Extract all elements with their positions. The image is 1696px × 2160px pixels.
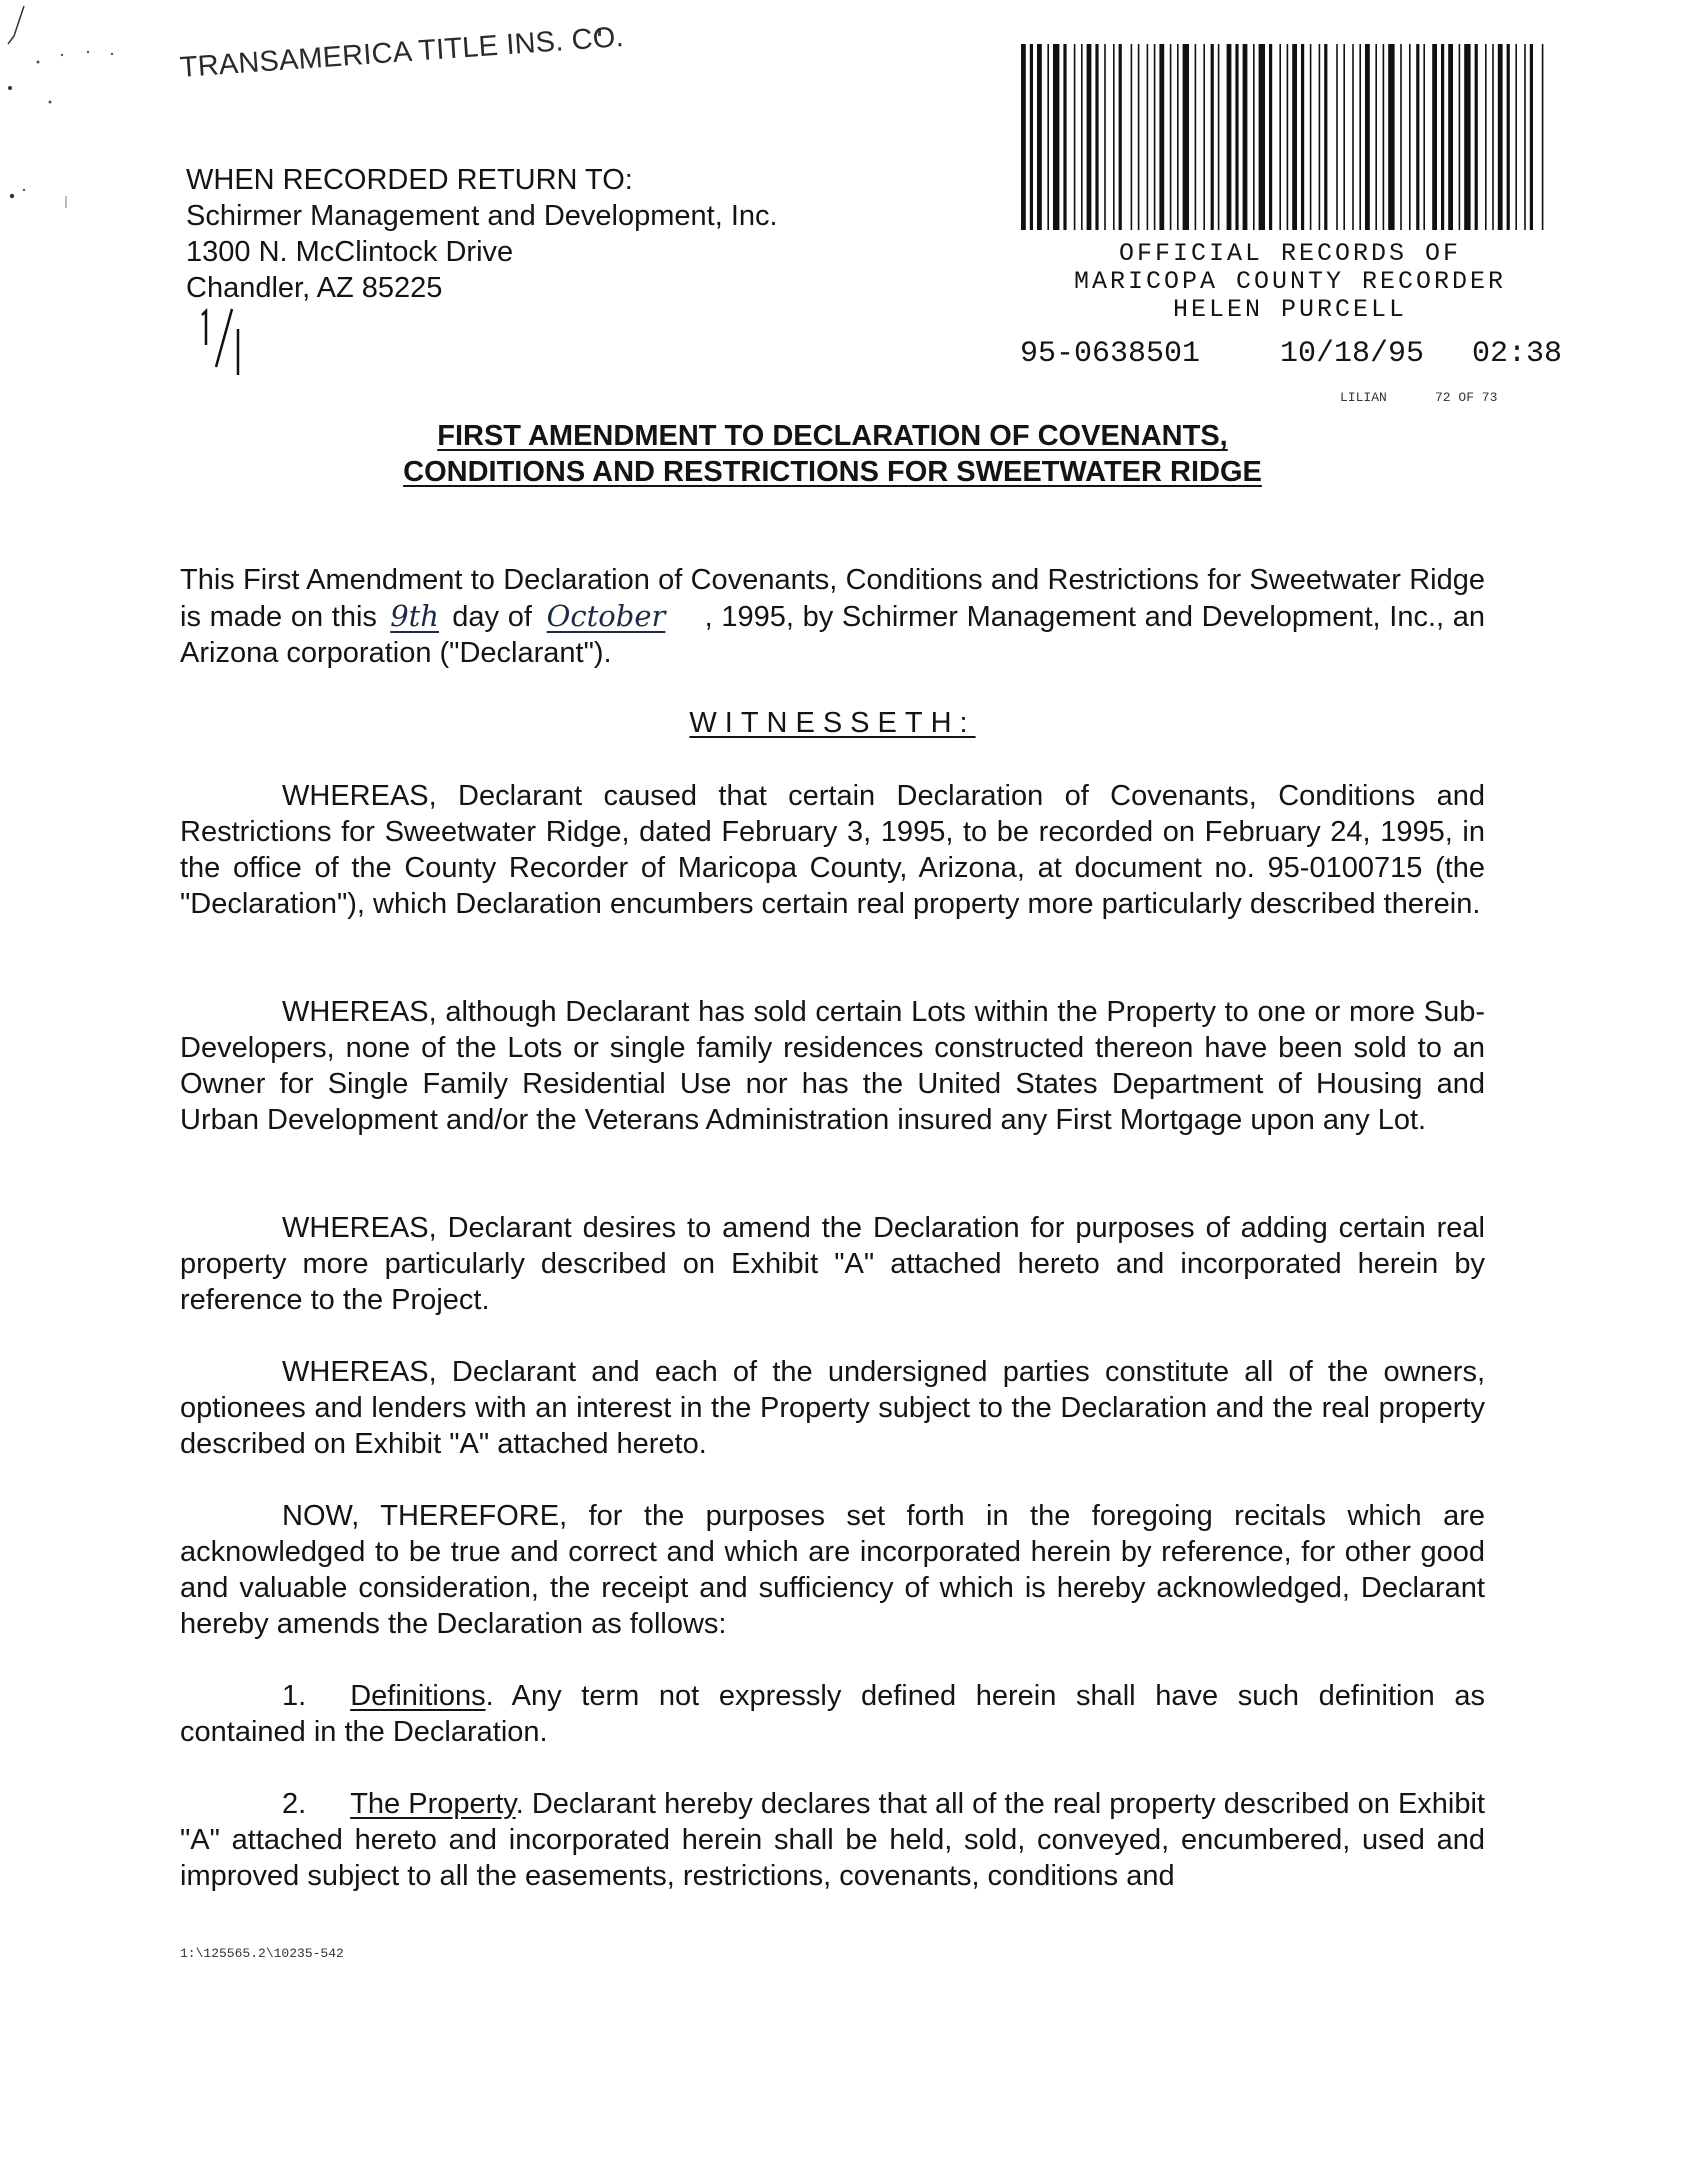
barcode-bar	[1087, 44, 1092, 230]
recital-paragraph: WHEREAS, Declarant and each of the undersigned parties constitute all of the owners, optionees and lenders with an interest in the Property subject to the Declaration and the real property described on Exhibit "A" attached hereto.	[180, 1356, 1485, 1460]
barcode-bar	[1095, 44, 1098, 230]
recorder-line: OFFICIAL RECORDS OF	[1118, 239, 1462, 268]
barcode-bar	[1235, 44, 1238, 230]
title-company-stamp: TRANSAMERICA TITLE INS. CO.	[178, 21, 625, 84]
barcode-bar	[1343, 44, 1345, 230]
section-number: 1.	[282, 1680, 307, 1712]
barcode-bar	[1030, 44, 1033, 230]
barcode-bar	[1131, 44, 1133, 230]
barcode-bar	[1081, 44, 1083, 230]
barcode-bar	[1047, 44, 1049, 230]
title-line-1: FIRST AMENDMENT TO DECLARATION OF COVENANTS,	[437, 420, 1228, 452]
barcode-bar	[1138, 44, 1140, 230]
barcode-bar	[1400, 44, 1402, 230]
barcode-bar	[1218, 44, 1220, 230]
barcode-bar	[1104, 44, 1106, 230]
section-heading: Definitions	[350, 1680, 486, 1712]
section-number: 2.	[282, 1788, 307, 1820]
barcode-bar	[1177, 44, 1179, 230]
recorder-line: MARICOPA COUNTY RECORDER	[1073, 267, 1507, 296]
recording-date: 10/18/95	[1280, 337, 1425, 371]
handwritten-initials-mark	[198, 305, 258, 385]
barcode-bar	[1492, 44, 1494, 230]
barcode-bar	[1423, 44, 1425, 230]
barcode-bar	[1259, 44, 1265, 230]
barcode-bar	[1113, 44, 1115, 230]
recital-paragraph: WHEREAS, Declarant desires to amend the Declaration for purposes of adding certain real property more particularly described on Exhibit "A" attached hereto and incorporated herein by reference to the Project.	[180, 1212, 1485, 1316]
recording-time: 02:38	[1472, 337, 1563, 371]
section-1: 1. Definitions. Any term not expressly defined herein shall have such definition as contained in the Declaration.	[180, 1680, 1485, 1748]
barcode-bar	[1279, 44, 1281, 230]
barcode-bar	[1310, 44, 1312, 230]
barcode-bar	[1365, 44, 1370, 230]
barcode-bar	[1388, 44, 1394, 230]
barcode-bar	[1053, 44, 1059, 230]
title-line-2: CONDITIONS AND RESTRICTIONS FOR SWEETWATER RIDGE	[403, 456, 1262, 488]
return-line: 1300 N. McClintock Drive	[186, 236, 514, 268]
barcode	[1017, 44, 1547, 234]
barcode-bar	[1211, 44, 1214, 230]
recorder-line: HELEN PURCELL	[1172, 295, 1408, 324]
barcode-bar	[1269, 44, 1272, 230]
intro-paragraph: This First Amendment to Declaration of Covenants, Conditions and Restrictions for Sweetwater Ridge is made on this 9th day of October , 1995, by Schirmer Management and Development, Inc., an Arizona corporation ("Declarant").	[180, 564, 1486, 669]
barcode-bar	[1037, 44, 1042, 230]
barcode-bar	[1227, 44, 1232, 230]
barcode-bar	[1432, 44, 1437, 230]
barcode-bar	[1448, 44, 1453, 230]
page-count: 72 OF 73	[1435, 390, 1498, 405]
handwritten-month: October	[546, 599, 666, 633]
barcode-bar	[1530, 44, 1533, 230]
section-heading: The Property	[350, 1788, 516, 1820]
document-number: 95-0638501	[1020, 337, 1201, 371]
barcode-bar	[1170, 44, 1172, 230]
barcode-bar	[1021, 44, 1026, 230]
barcode-bar	[1498, 44, 1503, 230]
recital-paragraph: WHEREAS, Declarant caused that certain Declaration of Covenants, Conditions and Restrictions for Sweetwater Ridge, dated February 3, 1995, to be recorded on February 24, 1995, in the office of the County Recorder of Maricopa County, Arizona, at document no. 95-0100715 (the "Declaration"), which Declaration encumbers certain real property more particularly described therein.	[180, 780, 1485, 920]
barcode-bar	[1063, 44, 1066, 230]
barcode-bar	[1542, 44, 1544, 230]
barcode-bar	[1475, 44, 1478, 230]
barcode-bar	[1253, 44, 1255, 230]
barcode-bar	[1416, 44, 1419, 230]
recorder-stamp	[1000, 240, 1580, 324]
barcode-bar	[1352, 44, 1354, 230]
barcode-bar	[1524, 44, 1526, 230]
document-path-footer: 1:\125565.2\10235-542	[180, 1946, 344, 1961]
barcode-bar	[1441, 44, 1444, 230]
barcode-bar	[1287, 44, 1289, 230]
barcode-bar	[1409, 44, 1411, 230]
barcode-bar	[1485, 44, 1487, 230]
barcode-bar	[1243, 44, 1248, 230]
handwritten-day: 9th	[390, 599, 439, 633]
barcode-bar	[1359, 44, 1361, 230]
return-line: Chandler, AZ 85225	[186, 272, 443, 304]
recital-paragraph: WHEREAS, although Declarant has sold certain Lots within the Property to one or more Sub-Developers, none of the Lots or single family residences constructed thereon have been sold to an Owner for Single Family Residential Use nor has the United States Department of Housing and Urban Development and/or the Veterans Administration insured any First Mortgage upon any Lot.	[180, 996, 1485, 1136]
return-address-block	[186, 162, 778, 306]
section-2: 2. The Property. Declarant hereby declares that all of the real property described on Exhibit "A" attached hereto and incorporated herein shall be held, sold, conveyed, encumbered, used and improved subject to all the easements, restrictions, covenants, conditions and	[180, 1788, 1485, 1892]
barcode-bar	[1074, 44, 1076, 230]
document-title	[180, 418, 1485, 490]
barcode-bar	[1383, 44, 1385, 230]
barcode-bar	[1464, 44, 1470, 230]
barcode-bar	[1159, 44, 1164, 230]
barcode-bar	[1375, 44, 1377, 230]
barcode-bar	[1119, 44, 1122, 230]
return-heading: WHEN RECORDED RETURN TO:	[186, 164, 633, 196]
return-line: Schirmer Management and Development, Inc.	[186, 200, 778, 232]
barcode-bar	[1203, 44, 1205, 230]
recital-paragraph: NOW, THEREFORE, for the purposes set forth in the foregoing recitals which are acknowledged to be true and correct and which are incorporated herein by reference, for other good and valuable consideration, the receipt and sufficiency of which is hereby acknowledged, Declarant hereby amends the Declaration as follows:	[180, 1500, 1485, 1640]
witnesseth-heading: WITNESSETH:	[689, 707, 976, 739]
barcode-bar	[1324, 44, 1327, 230]
barcode-bar	[1459, 44, 1461, 230]
barcode-bar	[1515, 44, 1517, 230]
barcode-bar	[1301, 44, 1304, 230]
barcode-bar	[1183, 44, 1189, 230]
barcode-bar	[1336, 44, 1338, 230]
barcode-bar	[1195, 44, 1197, 230]
scan-marks	[0, 0, 200, 220]
clerk-name: LILIAN	[1340, 390, 1387, 405]
barcode-bar	[1147, 44, 1149, 230]
barcode-bar	[1319, 44, 1321, 230]
barcode-bar	[1507, 44, 1510, 230]
barcode-bar	[1154, 44, 1156, 230]
barcode-bar	[1292, 44, 1297, 230]
